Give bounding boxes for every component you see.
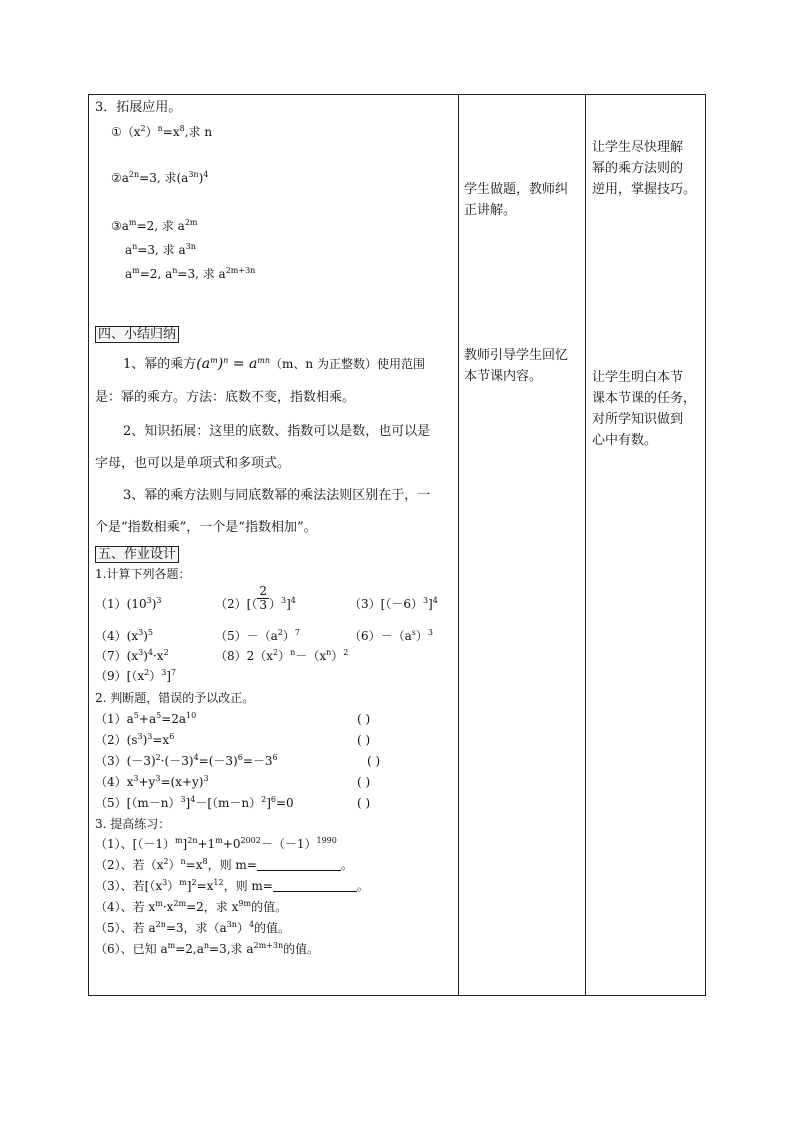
homework-h1: 1.计算下列各题： [95,567,191,581]
calc-5: $(5)-(a^2)^7$ [215,628,300,643]
summary-p1: 1、幂的乘方$(a^m)^n = a^{mn}(m$、n 为正整数）使用范围 [123,356,425,372]
summary-p2: 2、知识拓展：这里的底数、指数可以是数，也可以是 [123,424,431,439]
power-formula: $(a^m)^n = a^{mn}$ [196,356,271,372]
judge-1: $(1)a^5+a^5=2a^{10}$ [95,711,197,726]
calc-6: $(6)-(a^s)^3$ [349,628,434,643]
judge-5: $(5)[(m-n)^3]^4-[(m-n)^2]^6=0$ [95,795,294,810]
section3-heading: 3．拓展应用。 [95,100,182,115]
homework-h2: 2. 判断题，错误的予以改正。 [95,691,255,705]
homework-h3: 3. 提高练习： [95,817,171,831]
homework-heading: 五、作业设计 [95,545,179,564]
answer-paren: ( ) [357,775,371,789]
improve-6: （6）、已知 $a^m=2,a^n=3$,求 $a^{2m+3n}$的值。 [95,941,320,956]
exercise-2: $②a^{2n}=3$, 求$(a^{3n})^4$ [111,170,209,185]
lesson-table [88,94,706,996]
column-divider [458,95,459,995]
purpose-2: 让学生明白本节 课本节课的任务， 对所学知识做到 心中有数。 [592,370,697,448]
summary-p3: 3、幂的乘方法则与同底数幂的乘法法则区别在于，一 [123,488,431,503]
improve-2: （2）、若$(x^2)^n=x^8$，则 m= 。 [95,857,353,872]
judge-4: $(4)x^3+y^3=(x+y)^3$ [95,774,209,789]
exercise-3c: $a^m=2$, $a^n=3$, 求 $a^{2m+3n}$ [125,266,256,281]
calc-7: $(7)(x^3)^4\cdot x^2$ [95,648,169,663]
calc-2: （2）[（ $\frac{2}{3}$ ）$^3$]$^4$ [215,584,296,612]
summary-p1-cont: 是：幂的乘方。方法：底数不变，指数相乘。 [95,390,356,405]
exercise-1: $①(x^2)^n=x^8$,求 n [111,124,213,139]
answer-blank[interactable] [257,858,341,871]
exercise-3: $③a^m=2$, 求 $a^{2m}$ [111,218,198,233]
improve-4: （4）、若 $x^m\cdot x^{2m}=2$，求 $x^{9m}$的值。 [95,899,288,914]
purpose-1: 让学生尽快理解 幂的乘方法则的 逆用，掌握技巧。 [592,140,697,197]
improve-3: （3）、若$[(x^3)^m]^2=x^{12}$，则 m= 。 [95,878,369,893]
calc-1: $(1)(10^3)^3$ [95,596,162,611]
judge-3: $(3)(-3)^2\cdot(-3)^4=(-3)^6=-3^6$ [95,753,278,768]
fraction: $\frac{2}{3}$ [259,584,267,612]
improve-5: （5）、若 $a^{2n}=3$，求$(a^{3n})^4$的值。 [95,920,291,935]
calc-3: $(3)[(-6)^3]^4$ [349,596,438,611]
calc-4: $(4)(x^3)^5$ [95,628,153,643]
summary-p3-cont: 个是“指数相乘”，一个是“指数相加”。 [95,520,317,535]
improve-1: （1）、$[(-1)^m]^{2n}+1^m+0^{2002}-(-1)^{1990}$ [95,836,337,851]
teacher-activity-2: 教师引导学生回忆 本节课内容。 [464,348,569,384]
answer-paren: ( ) [367,754,381,768]
summary-p2-cont: 字母，也可以是单项式和多项式。 [95,456,291,471]
calc-8: $(8)2(x^2)^n-(x^n)^2$ [215,648,349,663]
exercise-3b: $a^n=3$, 求 $a^{3n}$ [125,242,196,257]
calc-9: $(9)[(x^2)^3]^7$ [95,668,177,683]
answer-paren: ( ) [357,796,371,810]
answer-paren: ( ) [357,733,371,747]
answer-blank[interactable] [273,879,357,892]
column-divider [585,95,586,995]
summary-heading: 四、小结归纳 [95,325,179,344]
judge-2: $(2)(s^3)^3=x^6$ [95,732,175,747]
answer-paren: ( ) [357,712,371,726]
teacher-activity-1: 学生做题，教师纠 正讲解。 [464,182,569,218]
